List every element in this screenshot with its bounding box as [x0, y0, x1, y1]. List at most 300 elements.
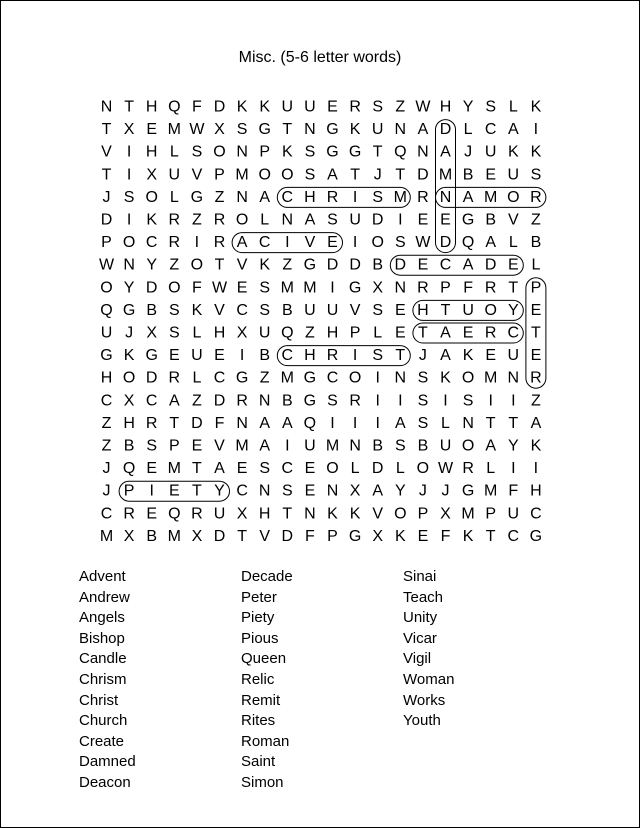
grid-letter: P	[349, 324, 361, 342]
grid-letter: E	[304, 482, 316, 500]
grid-letter: V	[372, 505, 384, 523]
grid-letter: X	[123, 392, 135, 410]
word-list-item: Rites	[241, 712, 276, 730]
grid-letter: P	[530, 279, 542, 297]
grid-letter: T	[418, 324, 428, 342]
grid-letter: I	[149, 482, 154, 500]
grid-letter: Q	[122, 460, 136, 478]
grid-letter: G	[529, 527, 543, 545]
grid-letter: M	[235, 166, 249, 184]
grid-letter: H	[258, 505, 271, 523]
grid-letter: K	[462, 347, 474, 365]
grid-letter: G	[145, 347, 158, 365]
grid-letter: W	[189, 121, 205, 139]
grid-letter: G	[326, 121, 339, 139]
grid-letter: I	[352, 188, 358, 206]
grid-letter: M	[461, 505, 475, 523]
grid-letter: N	[462, 414, 474, 432]
grid-letter: I	[194, 234, 200, 252]
grid-letter: L	[373, 324, 383, 342]
word-list-column-3	[403, 567, 454, 732]
grid-letter: G	[461, 482, 475, 500]
grid-letter: E	[417, 527, 429, 545]
grid-letter: Z	[395, 98, 406, 116]
grid-letter: T	[508, 414, 519, 432]
found-word-loop-christ	[277, 346, 410, 366]
grid-letter: I	[443, 392, 448, 410]
grid-letter: X	[372, 279, 384, 297]
grid-letter: I	[239, 347, 245, 365]
grid-letter: K	[530, 437, 542, 455]
grid-letter: Z	[305, 324, 315, 342]
grid-letter: R	[462, 460, 474, 478]
grid-letter: X	[372, 527, 384, 545]
grid-letter: K	[191, 301, 203, 319]
grid-letter: E	[146, 460, 158, 478]
grid-letter: M	[438, 166, 453, 184]
grid-letter: Z	[531, 211, 541, 229]
grid-letter: O	[371, 234, 384, 252]
grid-letter: S	[462, 392, 474, 410]
letter-grid	[1, 1, 639, 556]
word-list-item: Vicar	[403, 629, 437, 647]
word-list-item: Candle	[79, 650, 127, 668]
grid-letter: J	[418, 347, 427, 365]
grid-letter: S	[372, 98, 384, 116]
grid-letter: F	[214, 414, 225, 432]
grid-letter: T	[485, 527, 496, 545]
grid-letter: O	[168, 279, 181, 297]
grid-letter: R	[168, 211, 181, 229]
grid-letter: P	[123, 482, 135, 500]
grid-letter: N	[304, 121, 316, 139]
grid-letter: I	[375, 392, 380, 410]
grid-letter: I	[330, 414, 335, 432]
grid-letter: D	[371, 211, 384, 229]
grid-letter: T	[350, 166, 360, 184]
grid-letter: R	[484, 279, 497, 297]
grid-letter: C	[145, 234, 158, 252]
grid-letter: M	[303, 279, 317, 297]
word-list-item: Decade	[241, 568, 293, 585]
grid-letter: J	[102, 460, 111, 478]
grid-letter: T	[395, 347, 406, 365]
grid-letter: Q	[303, 414, 317, 432]
grid-letter: T	[395, 166, 406, 184]
grid-letter: K	[530, 98, 542, 116]
grid-letter: H	[100, 369, 113, 387]
grid-letter: T	[124, 98, 134, 116]
grid-letter: Q	[281, 324, 294, 342]
grid-letter: E	[417, 211, 429, 229]
grid-letter: N	[304, 505, 316, 523]
word-list-column-2	[241, 567, 293, 794]
grid-letters	[99, 99, 542, 545]
grid-letter: V	[304, 234, 316, 252]
grid-letter: T	[485, 414, 496, 432]
grid-letter: X	[236, 505, 248, 523]
grid-letter: H	[530, 482, 542, 500]
grid-letter: N	[417, 143, 429, 161]
grid-letter: A	[485, 234, 497, 252]
grid-letter: M	[167, 460, 181, 478]
grid-letter: D	[326, 256, 339, 274]
grid-letter: I	[375, 414, 380, 432]
grid-letter: H	[123, 414, 135, 432]
grid-letter: T	[101, 166, 112, 184]
grid-letter: K	[440, 369, 451, 387]
grid-letter: S	[417, 414, 429, 432]
grid-letter: C	[507, 527, 520, 545]
grid-letter: J	[464, 143, 473, 161]
grid-letter: O	[484, 301, 497, 319]
grid-letter: M	[167, 527, 181, 545]
grid-letter: L	[192, 369, 202, 387]
word-list-item: Woman	[403, 670, 455, 688]
grid-letter: R	[191, 505, 203, 523]
grid-letter: K	[349, 505, 361, 523]
grid-letter: Y	[214, 482, 225, 500]
grid-letter: T	[372, 143, 383, 161]
grid-letter: B	[530, 234, 542, 252]
grid-letter: P	[259, 143, 271, 161]
grid-letter: J	[102, 482, 111, 500]
grid-letter: K	[146, 211, 158, 229]
grid-letter: U	[258, 324, 271, 342]
grid-letter: C	[100, 392, 113, 410]
word-list-item: Roman	[241, 732, 290, 750]
grid-letter: G	[348, 279, 362, 297]
grid-letter: S	[372, 347, 384, 365]
grid-letter: U	[439, 437, 452, 455]
grid-letter: R	[349, 98, 361, 116]
grid-letter: D	[213, 98, 226, 116]
grid-letter: U	[168, 166, 181, 184]
word-list-item: Simon	[241, 773, 284, 791]
found-word-loop-andrew	[436, 120, 456, 253]
grid-letter: N	[326, 482, 339, 500]
grid-letter: S	[236, 121, 248, 139]
grid-letter: S	[304, 166, 316, 184]
grid-letter: U	[281, 98, 294, 116]
grid-letter: M	[484, 369, 498, 387]
grid-letter: K	[394, 527, 406, 545]
grid-letter: X	[146, 324, 158, 342]
grid-letter: C	[530, 505, 542, 523]
grid-letter: L	[531, 256, 541, 274]
grid-letter: Q	[168, 98, 181, 116]
grid-letter: O	[348, 369, 362, 387]
grid-letter: U	[462, 301, 474, 319]
grid-letter: L	[395, 460, 405, 478]
grid-letter: I	[352, 414, 358, 432]
grid-letter: A	[236, 234, 248, 252]
grid-letter: S	[327, 211, 338, 229]
grid-letter: N	[236, 143, 248, 161]
grid-letter: V	[236, 256, 248, 274]
grid-letter: E	[327, 234, 338, 252]
grid-letter: L	[169, 143, 179, 161]
page-title: Misc. (5-6 letter words)	[238, 49, 402, 66]
grid-letter: P	[214, 166, 225, 184]
grid-letter: R	[530, 369, 542, 387]
grid-letter: E	[191, 437, 203, 455]
grid-letter: F	[463, 279, 473, 297]
grid-letter: L	[350, 460, 360, 478]
grid-letter: U	[304, 437, 316, 455]
grid-letter: I	[488, 392, 493, 410]
grid-letter: J	[102, 188, 111, 206]
grid-letter: O	[394, 505, 407, 523]
word-list-item: Church	[79, 712, 128, 730]
grid-letter: O	[213, 143, 226, 161]
grid-letter: D	[191, 414, 203, 432]
grid-letter: J	[441, 482, 450, 500]
grid-letter: E	[394, 301, 406, 319]
grid-letter: N	[394, 121, 407, 139]
grid-letter: S	[123, 188, 135, 206]
word-list-item: Teach	[403, 588, 444, 606]
grid-letter: B	[281, 301, 293, 319]
grid-letter: K	[530, 143, 542, 161]
grid-letter: Q	[394, 143, 407, 161]
grid-letter: N	[123, 256, 135, 274]
grid-letter: O	[461, 369, 475, 387]
grid-letter: M	[325, 437, 340, 455]
grid-letter: Q	[168, 505, 181, 523]
grid-letter: G	[303, 369, 317, 387]
grid-letter: U	[507, 166, 520, 184]
grid-letter: S	[394, 437, 406, 455]
grid-letter: P	[168, 437, 180, 455]
grid-letter: U	[484, 143, 497, 161]
grid-letter: G	[258, 121, 271, 139]
grid-letter: H	[417, 301, 429, 319]
grid-letter: W	[211, 279, 228, 297]
grid-letter: O	[100, 279, 113, 297]
grid-letter: R	[123, 505, 135, 523]
grid-letter: Y	[507, 301, 519, 319]
grid-letter: E	[417, 256, 429, 274]
grid-letter: X	[440, 505, 451, 523]
grid-letter: K	[462, 527, 474, 545]
grid-letter: R	[213, 234, 226, 252]
grid-letter: D	[281, 527, 294, 545]
grid-letter: K	[281, 143, 293, 161]
grid-letter: S	[485, 98, 497, 116]
grid-letter: O	[122, 234, 136, 252]
grid-letter: W	[415, 98, 431, 116]
grid-letter: I	[330, 279, 335, 297]
grid-letter: F	[192, 98, 202, 116]
grid-letter: N	[507, 369, 520, 387]
found-word-loop-decade	[390, 255, 523, 275]
grid-letter: E	[507, 256, 519, 274]
grid-letter: R	[417, 279, 429, 297]
grid-letter: A	[281, 414, 293, 432]
word-list-item: Angels	[79, 609, 125, 627]
grid-letter: L	[441, 414, 450, 432]
grid-letter: H	[439, 98, 452, 116]
grid-letter: Q	[100, 301, 113, 319]
word-list-item: Youth	[403, 712, 441, 730]
grid-letter: C	[326, 369, 339, 387]
grid-letter: O	[258, 166, 271, 184]
grid-letter: M	[235, 437, 249, 455]
grid-letter: A	[259, 437, 271, 455]
grid-letter: F	[192, 279, 202, 297]
grid-letter: L	[508, 234, 518, 252]
word-list-item: Andrew	[79, 588, 130, 606]
word-list-item: Advent	[79, 568, 126, 585]
grid-letter: R	[236, 392, 248, 410]
grid-letter: C	[236, 301, 248, 319]
grid-letter: T	[101, 121, 112, 139]
grid-letter: O	[281, 166, 294, 184]
grid-letter: E	[304, 460, 316, 478]
grid-letter: X	[191, 527, 203, 545]
grid-letter: H	[326, 324, 339, 342]
grid-letter: O	[145, 188, 158, 206]
grid-letter: O	[190, 256, 204, 274]
grid-letter: R	[145, 414, 158, 432]
grid-letter: E	[168, 347, 180, 365]
grid-letter: A	[440, 324, 451, 342]
grid-letter: T	[508, 279, 519, 297]
grid-letter: Z	[259, 369, 270, 387]
grid-letter: X	[349, 482, 361, 500]
grid-letter: K	[123, 347, 135, 365]
grid-letter: N	[349, 437, 361, 455]
grid-letter: E	[530, 347, 542, 365]
grid-letter: R	[484, 324, 497, 342]
word-list-item: Works	[403, 691, 446, 709]
grid-letter: K	[236, 98, 248, 116]
grid-letter: B	[281, 392, 293, 410]
word-list-item: Queen	[241, 650, 287, 668]
grid-letter: A	[372, 482, 384, 500]
grid-letter: A	[462, 188, 474, 206]
grid-letter: M	[393, 188, 407, 206]
grid-letter: S	[168, 324, 180, 342]
grid-letter: N	[258, 482, 271, 500]
grid-letter: M	[484, 188, 498, 206]
grid-letter: N	[100, 98, 113, 116]
grid-letter: D	[417, 166, 429, 184]
grid-letter: T	[214, 256, 225, 274]
grid-letter: S	[530, 166, 542, 184]
grid-letter: C	[145, 392, 158, 410]
grid-letter: V	[214, 301, 225, 319]
grid-letter: F	[440, 527, 451, 545]
grid-letter: S	[191, 143, 203, 161]
grid-letter: T	[237, 527, 247, 545]
grid-letter: S	[417, 369, 429, 387]
grid-letter: G	[303, 392, 317, 410]
grid-letter: U	[371, 121, 384, 139]
grid-letter: B	[123, 437, 135, 455]
grid-letter: D	[145, 279, 158, 297]
grid-letter: R	[213, 211, 226, 229]
grid-letter: V	[507, 211, 519, 229]
grid-letter: Z	[101, 437, 112, 455]
grid-letter: I	[511, 392, 516, 410]
grid-letter: C	[507, 324, 520, 342]
grid-letter: T	[282, 505, 293, 523]
grid-letter: E	[462, 324, 474, 342]
grid-letter: K	[507, 143, 519, 161]
grid-letter: I	[533, 121, 539, 139]
grid-letter: D	[213, 527, 226, 545]
grid-letter: S	[259, 460, 271, 478]
grid-letter: C	[439, 256, 452, 274]
grid-letter: C	[281, 460, 294, 478]
word-list-item: Bishop	[79, 629, 125, 647]
grid-letter: S	[327, 392, 338, 410]
grid-letter: I	[533, 460, 539, 478]
word-list-column-1	[79, 567, 136, 794]
grid-letter: N	[281, 211, 294, 229]
grid-letter: K	[349, 121, 361, 139]
grid-letter: D	[145, 369, 158, 387]
word-list-item: Chrism	[79, 670, 127, 688]
grid-letter: R	[417, 188, 429, 206]
grid-letter: I	[398, 211, 403, 229]
word-list-item: Vigil	[403, 650, 432, 668]
grid-letter: D	[213, 392, 226, 410]
grid-letter: F	[305, 527, 315, 545]
grid-letter: R	[326, 188, 339, 206]
grid-letter: Y	[123, 279, 135, 297]
grid-letter: X	[123, 121, 135, 139]
grid-letter: V	[349, 301, 361, 319]
grid-letter: F	[508, 482, 519, 500]
grid-letter: T	[169, 414, 180, 432]
grid-letter: W	[437, 460, 454, 478]
grid-letter: A	[394, 414, 406, 432]
grid-letter: D	[349, 256, 361, 274]
grid-letter: P	[417, 505, 429, 523]
grid-letter: N	[439, 188, 452, 206]
word-list-item: Remit	[241, 691, 281, 709]
grid-letter: S	[417, 392, 429, 410]
grid-letter: P	[101, 234, 112, 252]
grid-letter: P	[440, 279, 451, 297]
grid-letter: J	[125, 324, 134, 342]
grid-letter: R	[530, 188, 542, 206]
grid-letter: B	[146, 301, 158, 319]
grid-letter: E	[394, 324, 406, 342]
grid-letter: N	[258, 392, 271, 410]
grid-letter: I	[126, 143, 132, 161]
grid-letter: I	[398, 392, 403, 410]
grid-letter: M	[280, 369, 294, 387]
grid-letter: C	[258, 234, 271, 252]
grid-letter: E	[236, 460, 248, 478]
grid-letter: H	[145, 98, 158, 116]
grid-letter: L	[169, 188, 179, 206]
grid-letter: N	[236, 414, 248, 432]
grid-letter: T	[282, 121, 293, 139]
grid-letter: S	[259, 301, 271, 319]
grid-letter: L	[192, 324, 202, 342]
grid-letter: N	[394, 369, 407, 387]
grid-letter: H	[145, 143, 158, 161]
grid-letter: N	[236, 188, 248, 206]
grid-letter: Y	[507, 437, 519, 455]
grid-letter: U	[213, 505, 226, 523]
word-list-item: Create	[79, 732, 125, 750]
